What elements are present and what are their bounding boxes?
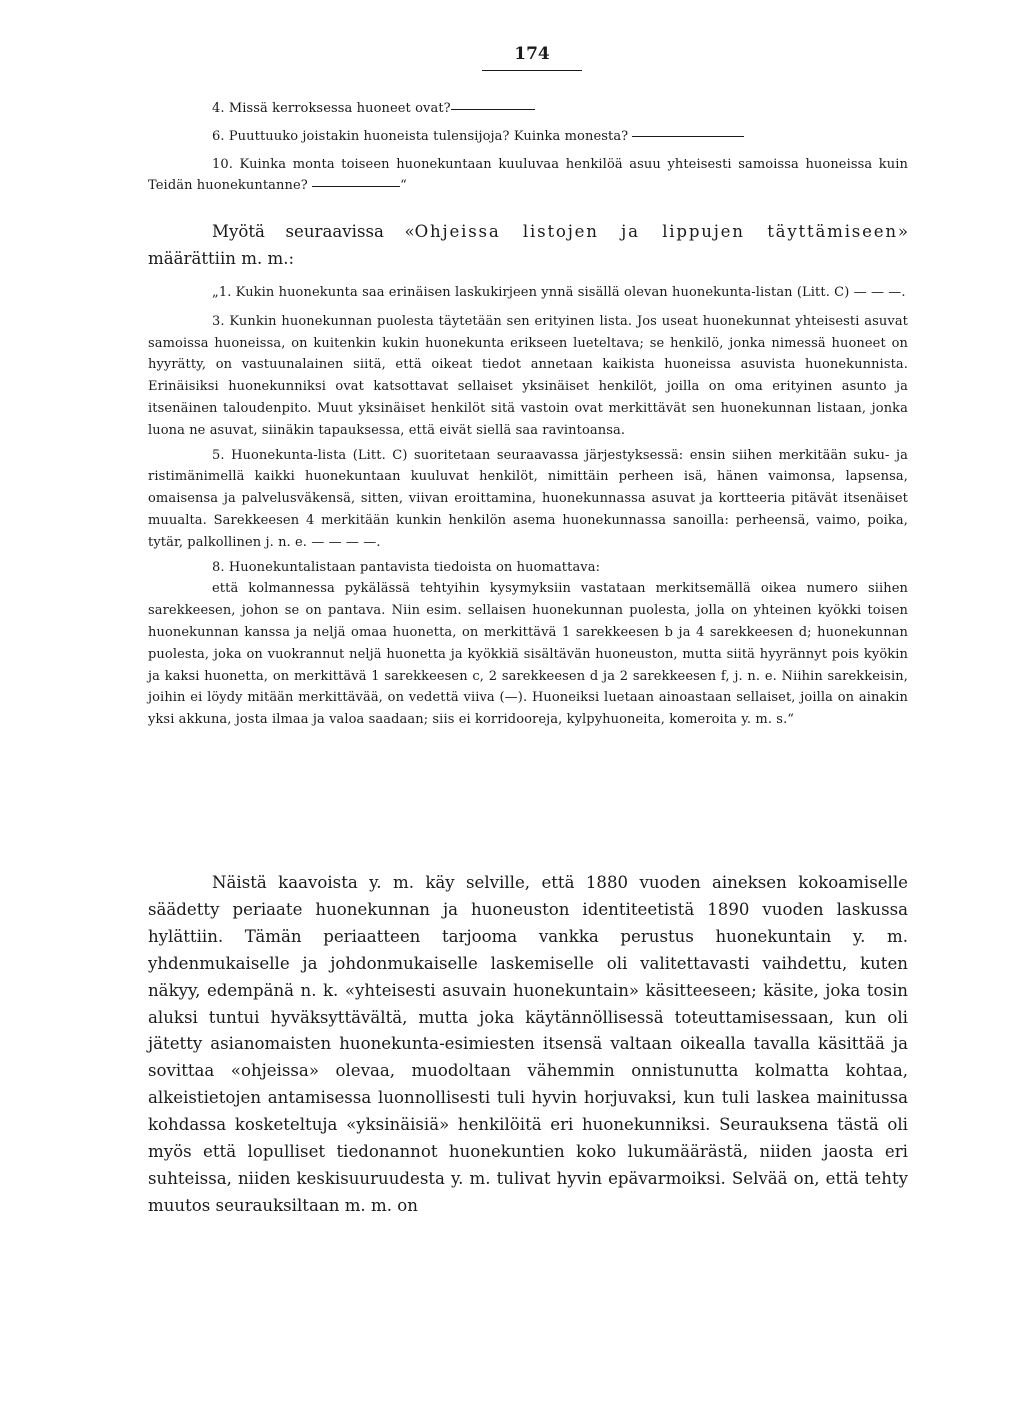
question-item bbox=[148, 154, 908, 198]
answer-blank bbox=[451, 108, 535, 110]
answer-blank bbox=[632, 135, 744, 137]
question-text: 4. Missä kerroksessa huoneet ovat? bbox=[212, 101, 451, 116]
page-number-rule bbox=[482, 70, 582, 71]
question-list bbox=[148, 98, 908, 197]
intro-paragraph bbox=[148, 218, 908, 272]
intro-emphasis: Ohjeissa listojen ja lippujen täyttämiseen bbox=[414, 222, 898, 241]
instruction-item: „1. Kukin huonekunta saa erinäisen laskukirjeen ynnä sisällä olevan huonekunta-listan (Litt. C) — — —. bbox=[212, 285, 906, 300]
main-paragraph bbox=[148, 870, 908, 1220]
instructions-block bbox=[148, 282, 908, 731]
intro-text bbox=[148, 218, 908, 272]
intro-before: Myötä seuraavissa « bbox=[212, 222, 415, 241]
instruction-item: 8. Huonekuntalistaan pantavista tiedoista on huomattava: bbox=[212, 559, 601, 575]
instruction-item: 5. Huonekunta-lista (Litt. C) suoritetaan seuraavassa järjestyksessä: ensin siihen merkitään suku- ja ristimänimellä kaikki huonekuntaan kuuluvat henkilöt, nimittäin perheen isä, hänen vaimonsa, lapsensa, omaisensa ja palvelusväkensä, sitten, viivan eroittamina, huonekunnassa asuvat ja kortteeria pitävät itsenäiset muualta. Sarekkeesen 4 merkitään kunkin henkilön asema huonekunnassa sanoilla: perheensä, vaimo, poika, tytär, palkollinen j. n. e. — — — —. bbox=[148, 447, 908, 550]
intro-after: » määrättiin m. m.: bbox=[148, 222, 908, 268]
question-item bbox=[148, 98, 908, 120]
answer-blank bbox=[312, 185, 400, 187]
instruction-item: 3. Kunkin huonekunnan puolesta täytetään sen erityinen lista. Jos useat huonekunnat yhteisesti asuvat samoissa huoneissa, on kuitenkin kukin huonekunta erikseen lueteltava; se henkilö, jonka nimessä huoneet on hyyrätty, on vastuunalainen siitä, että oikeat tiedot annetaan kaikista huoneissa asuvista huonekunnista. Erinäisiksi huonekunniksi ovat katsottavat sellaiset yksinäiset henkilöt, joilla on oma erityinen asunto ja itsenäinen taloudenpito. Muut yksinäiset henkilöt sitä vastoin ovat merkittävät sen huonekunnan listaan, jonka luona ne asuvat, siinäkin tapauksessa, että eivät siellä saa ravintoansa. bbox=[148, 313, 908, 438]
question-item bbox=[148, 126, 908, 148]
main-paragraph-text: Näistä kaavoista y. m. käy selville, että 1880 vuoden aineksen kokoamiselle säädetty periaate huonekunnan ja huoneuston identiteetistä 1890 vuoden laskussa hylättiin. Tämän periaatteen tarjooma vankka perustus huonekuntain y. m. yhdenmukaiselle ja johdonmukaiselle laskemiselle oli valitettavasti vaihdettu, kuten näkyy, edempänä n. k. «yhteisesti asuvain huonekuntain» käsitteeseen; käsite, joka tosin aluksi tuntui hyväksyttävältä, mutta joka käytännöllisessä toteuttamisessaan, kun oli jätetty asianomaisten huonekunta-esimiesten itsensä valtaan oikealla tavalla käsittää ja sovittaa «ohjeissa» olevaa, muodoltaan vähemmin onnistunutta kolmatta kohtaa, alkeistietojen antamisessa luonnollisesti tuli hyvin horjuvaksi, kun tuli laskea mainitussa kohdassa kosketeltuja «yksinäisiä» henkilöitä eri huonekunniksi. Seurauksena tästä oli myös että lopulliset tiedonannot huonekuntien koko lukumäärästä, niiden jaosta eri suhteissa, niiden keskisuuruudesta y. m. tulivat hyvin epävarmoiksi. Selvää on, että tehty muutos seurauksiltaan m. m. on bbox=[148, 873, 908, 1215]
page-number: 174 bbox=[514, 44, 550, 64]
closing-quote: “ bbox=[400, 178, 407, 194]
instruction-item: että kolmannessa pykälässä tehtyihin kysymyksiin vastataan merkitsemällä oikea numero siihen sarekkeesen, johon se on pantava. Niin esim. sellaisen huonekunnan puolesta, jolla on yhteinen kyökki toisen huonekunnan kanssa ja neljä omaa huonetta, on merkittävä 1 sarekkeesen b ja 4 sarekkeesen d; huonekunnan puolesta, joka on vuokrannut neljä huonetta ja kyökkiä sisältävän huoneuston, mutta siitä hyyrännyt pois kyökin ja kaksi huonetta, on merkittävä 1 sarekkeesen c, 2 sarekkeesen d ja 2 sarekkeesen f, j. n. e. Niihin sarekkeisin, joihin ei löydy mitään merkittävää, on vedettä viiva (—). Huoneiksi luetaan ainoastaan sellaiset, joilla on ainakin yksi akkuna, josta ilmaa ja valoa saadaan; siis ei korridooreja, kylpyhuoneita, komeroita y. m. s.“ bbox=[148, 581, 908, 728]
question-text: 6. Puuttuuko joistakin huoneista tulensijoja? Kuinka monesta? bbox=[212, 128, 629, 144]
question-text: 10. Kuinka monta toiseen huonekuntaan kuuluvaa henkilöä asuu yhteisesti samoissa huoneissa kuin Teidän huonekuntanne? bbox=[148, 156, 908, 194]
